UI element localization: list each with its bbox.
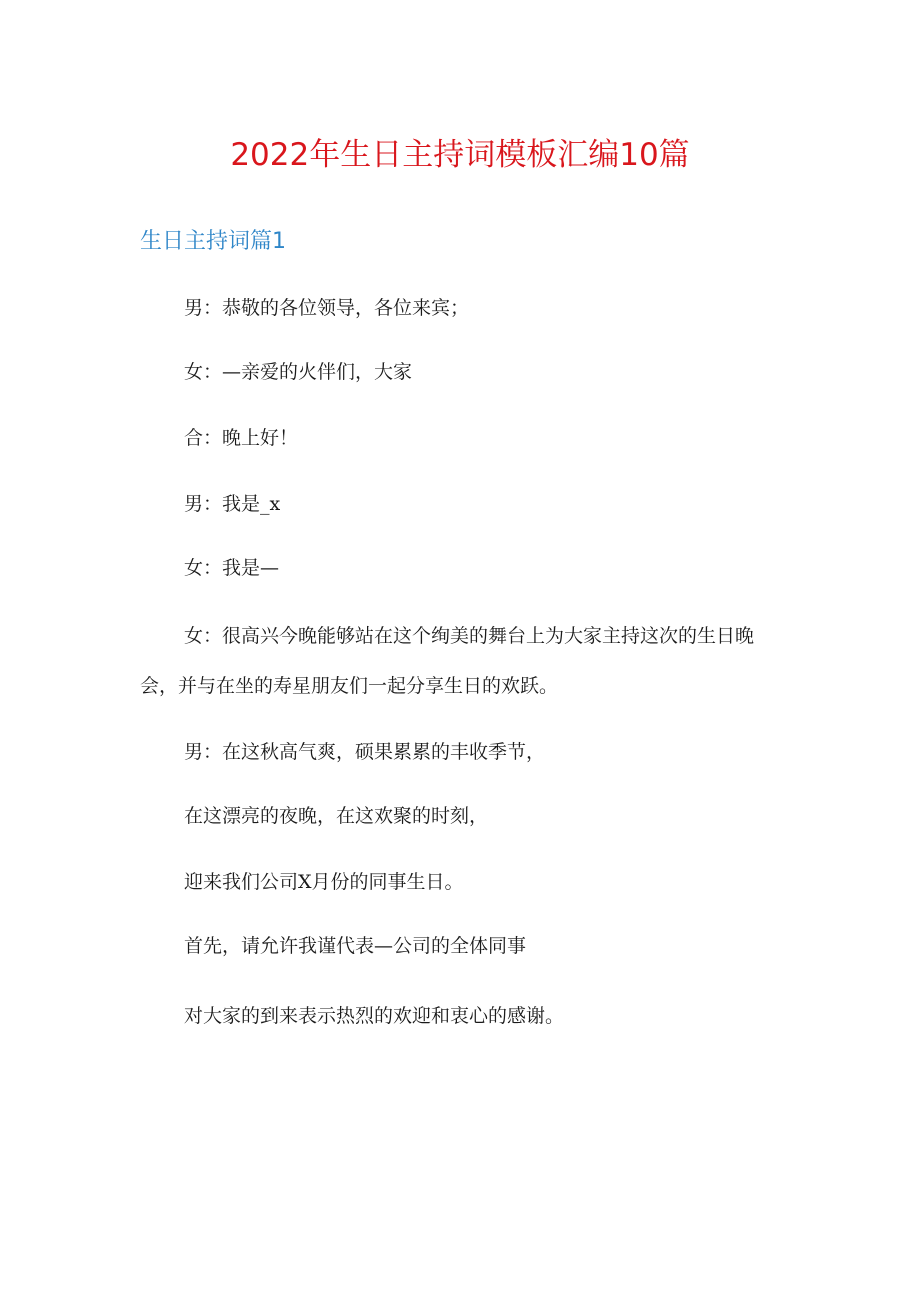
paragraph-9: 迎来我们公司X月份的同事生日。 [184,871,464,893]
paragraph-1: 男：恭敬的各位领导，各位来宾； [184,297,470,319]
paragraph-11: 对大家的到来表示热烈的欢迎和衷心的感谢。 [184,1005,565,1027]
paragraph-3: 合：晚上好！ [184,427,299,449]
document-title: 2022年生日主持词模板汇编10篇 [230,137,690,173]
paragraph-8: 在这漂亮的夜晚，在这欢聚的时刻， [184,805,489,827]
paragraph-4: 男：我是_x [184,493,281,515]
paragraph-7: 男：在这秋高气爽，硕果累累的丰收季节， [184,741,546,763]
paragraph-6: 女：很高兴今晚能够站在这个绚美的舞台上为大家主持这次的生日晚会，并与在坐的寿星朋友们一起分享生日的欢跃。 [140,625,755,697]
paragraph-2: 女：—亲爱的火伴们，大家 [184,361,413,383]
section-heading: 生日主持词篇1 [140,229,286,254]
paragraph-5: 女：我是— [184,557,280,579]
paragraph-10: 首先，请允许我谨代表—公司的全体同事 [184,935,527,957]
